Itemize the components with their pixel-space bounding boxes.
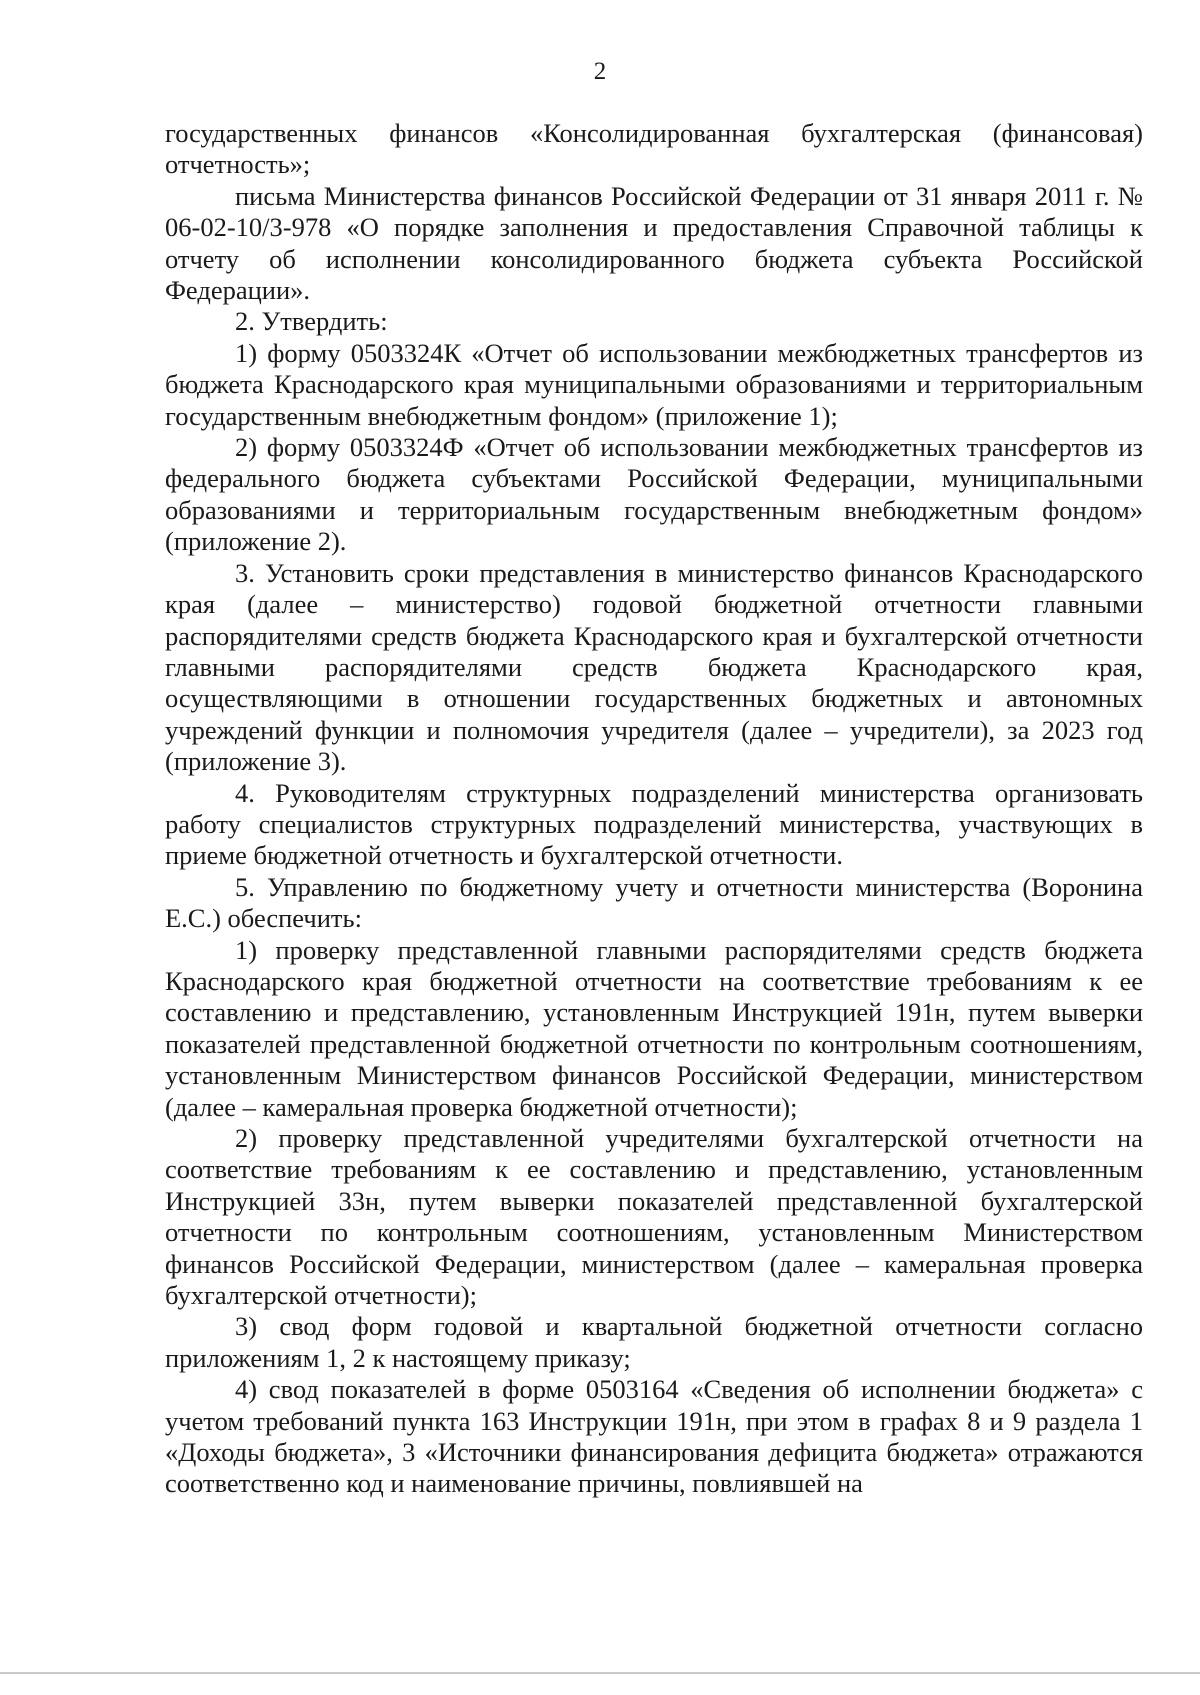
- paragraph-item-5-3: 3) свод форм годовой и квартальной бюджетной отчетности согласно приложениям 1, 2 к настоящему приказу;: [165, 1311, 1143, 1373]
- paragraph-letter-reference: письма Министерства финансов Российской Федерации от 31 января 2011 г. № 06-02-10/3-978 «О порядке заполнения и предоставления Справочной таблицы к отчету об исполнении консолидированного бюджета субъекта Российской Федерации».: [165, 180, 1143, 306]
- paragraph-item-5-2: 2) проверку представленной учредителями бухгалтерской отчетности на соответствие требованиям к ее составлению и представлению, установленным Инструкцией 33н, путем выверки показателей представленной бухгалтерской отчетности по контрольным соотношениям, установленным Министерством финансов Российской Федерации, министерством (далее – камеральная проверка бухгалтерской отчетности);: [165, 1123, 1143, 1311]
- paragraph-item-4: 4. Руководителям структурных подразделений министерства организовать работу специалистов структурных подразделений министерства, участвующих в приеме бюджетной отчетность и бухгалтерской отчетности.: [165, 777, 1143, 871]
- paragraph-item-5: 5. Управлению по бюджетному учету и отчетности министерства (Воронина Е.С.) обеспечить:: [165, 871, 1143, 934]
- paragraph-item-2-1: 1) форму 0503324К «Отчет об использовании межбюджетных трансфертов из бюджета Краснодарского края муниципальными образованиями и территориальным государственным внебюджетным фондом» (приложение 1);: [165, 337, 1143, 431]
- document-body: [165, 118, 1143, 1500]
- paragraph-item-5-1: 1) проверку представленной главными распорядителями средств бюджета Краснодарского края бюджетной отчетности на соответствие требованиям к ее составлению и представлению, установленным Инструкцией 191н, путем выверки показателей представленной бюджетной отчетности по контрольным соотношениям, установленным Министерством финансов Российской Федерации, министерством (далее – камеральная проверка бюджетной отчетности);: [165, 934, 1143, 1122]
- paragraph-item-5-4: 4) свод показателей в форме 0503164 «Сведения об исполнении бюджета» с учетом требований пункта 163 Инструкции 191н, при этом в графах 8 и 9 раздела 1 «Доходы бюджета», 3 «Источники финансирования дефицита бюджета» отражаются соответственно код и наименование причины, повлиявшей на: [165, 1374, 1143, 1499]
- page-number: 2: [593, 58, 607, 85]
- paragraph-item-2-2: 2) форму 0503324Ф «Отчет об использовании межбюджетных трансфертов из федерального бюджета субъектами Российской Федерации, муниципальными образованиями и территориальным государственным внебюджетным фондом» (приложение 2).: [165, 432, 1143, 557]
- paragraph-item-3: 3. Установить сроки представления в министерство финансов Краснодарского края (далее – министерство) годовой бюджетной отчетности главными распорядителями средств бюджета Краснодарского края и бухгалтерской отчетности главными распорядителями средств бюджета Краснодарского края, осуществляющими в отношении государственных бюджетных и автономных учреждений функции и полномочия учредителя (далее – учредители), за 2023 год (приложение 3).: [165, 557, 1143, 777]
- scan-bottom-edge: [0, 1672, 1200, 1674]
- paragraph-item-2: 2. Утвердить:: [235, 306, 388, 337]
- paragraph-continuation: государственных финансов «Консолидированная бухгалтерская (финансовая) отчетность»;: [165, 118, 1143, 180]
